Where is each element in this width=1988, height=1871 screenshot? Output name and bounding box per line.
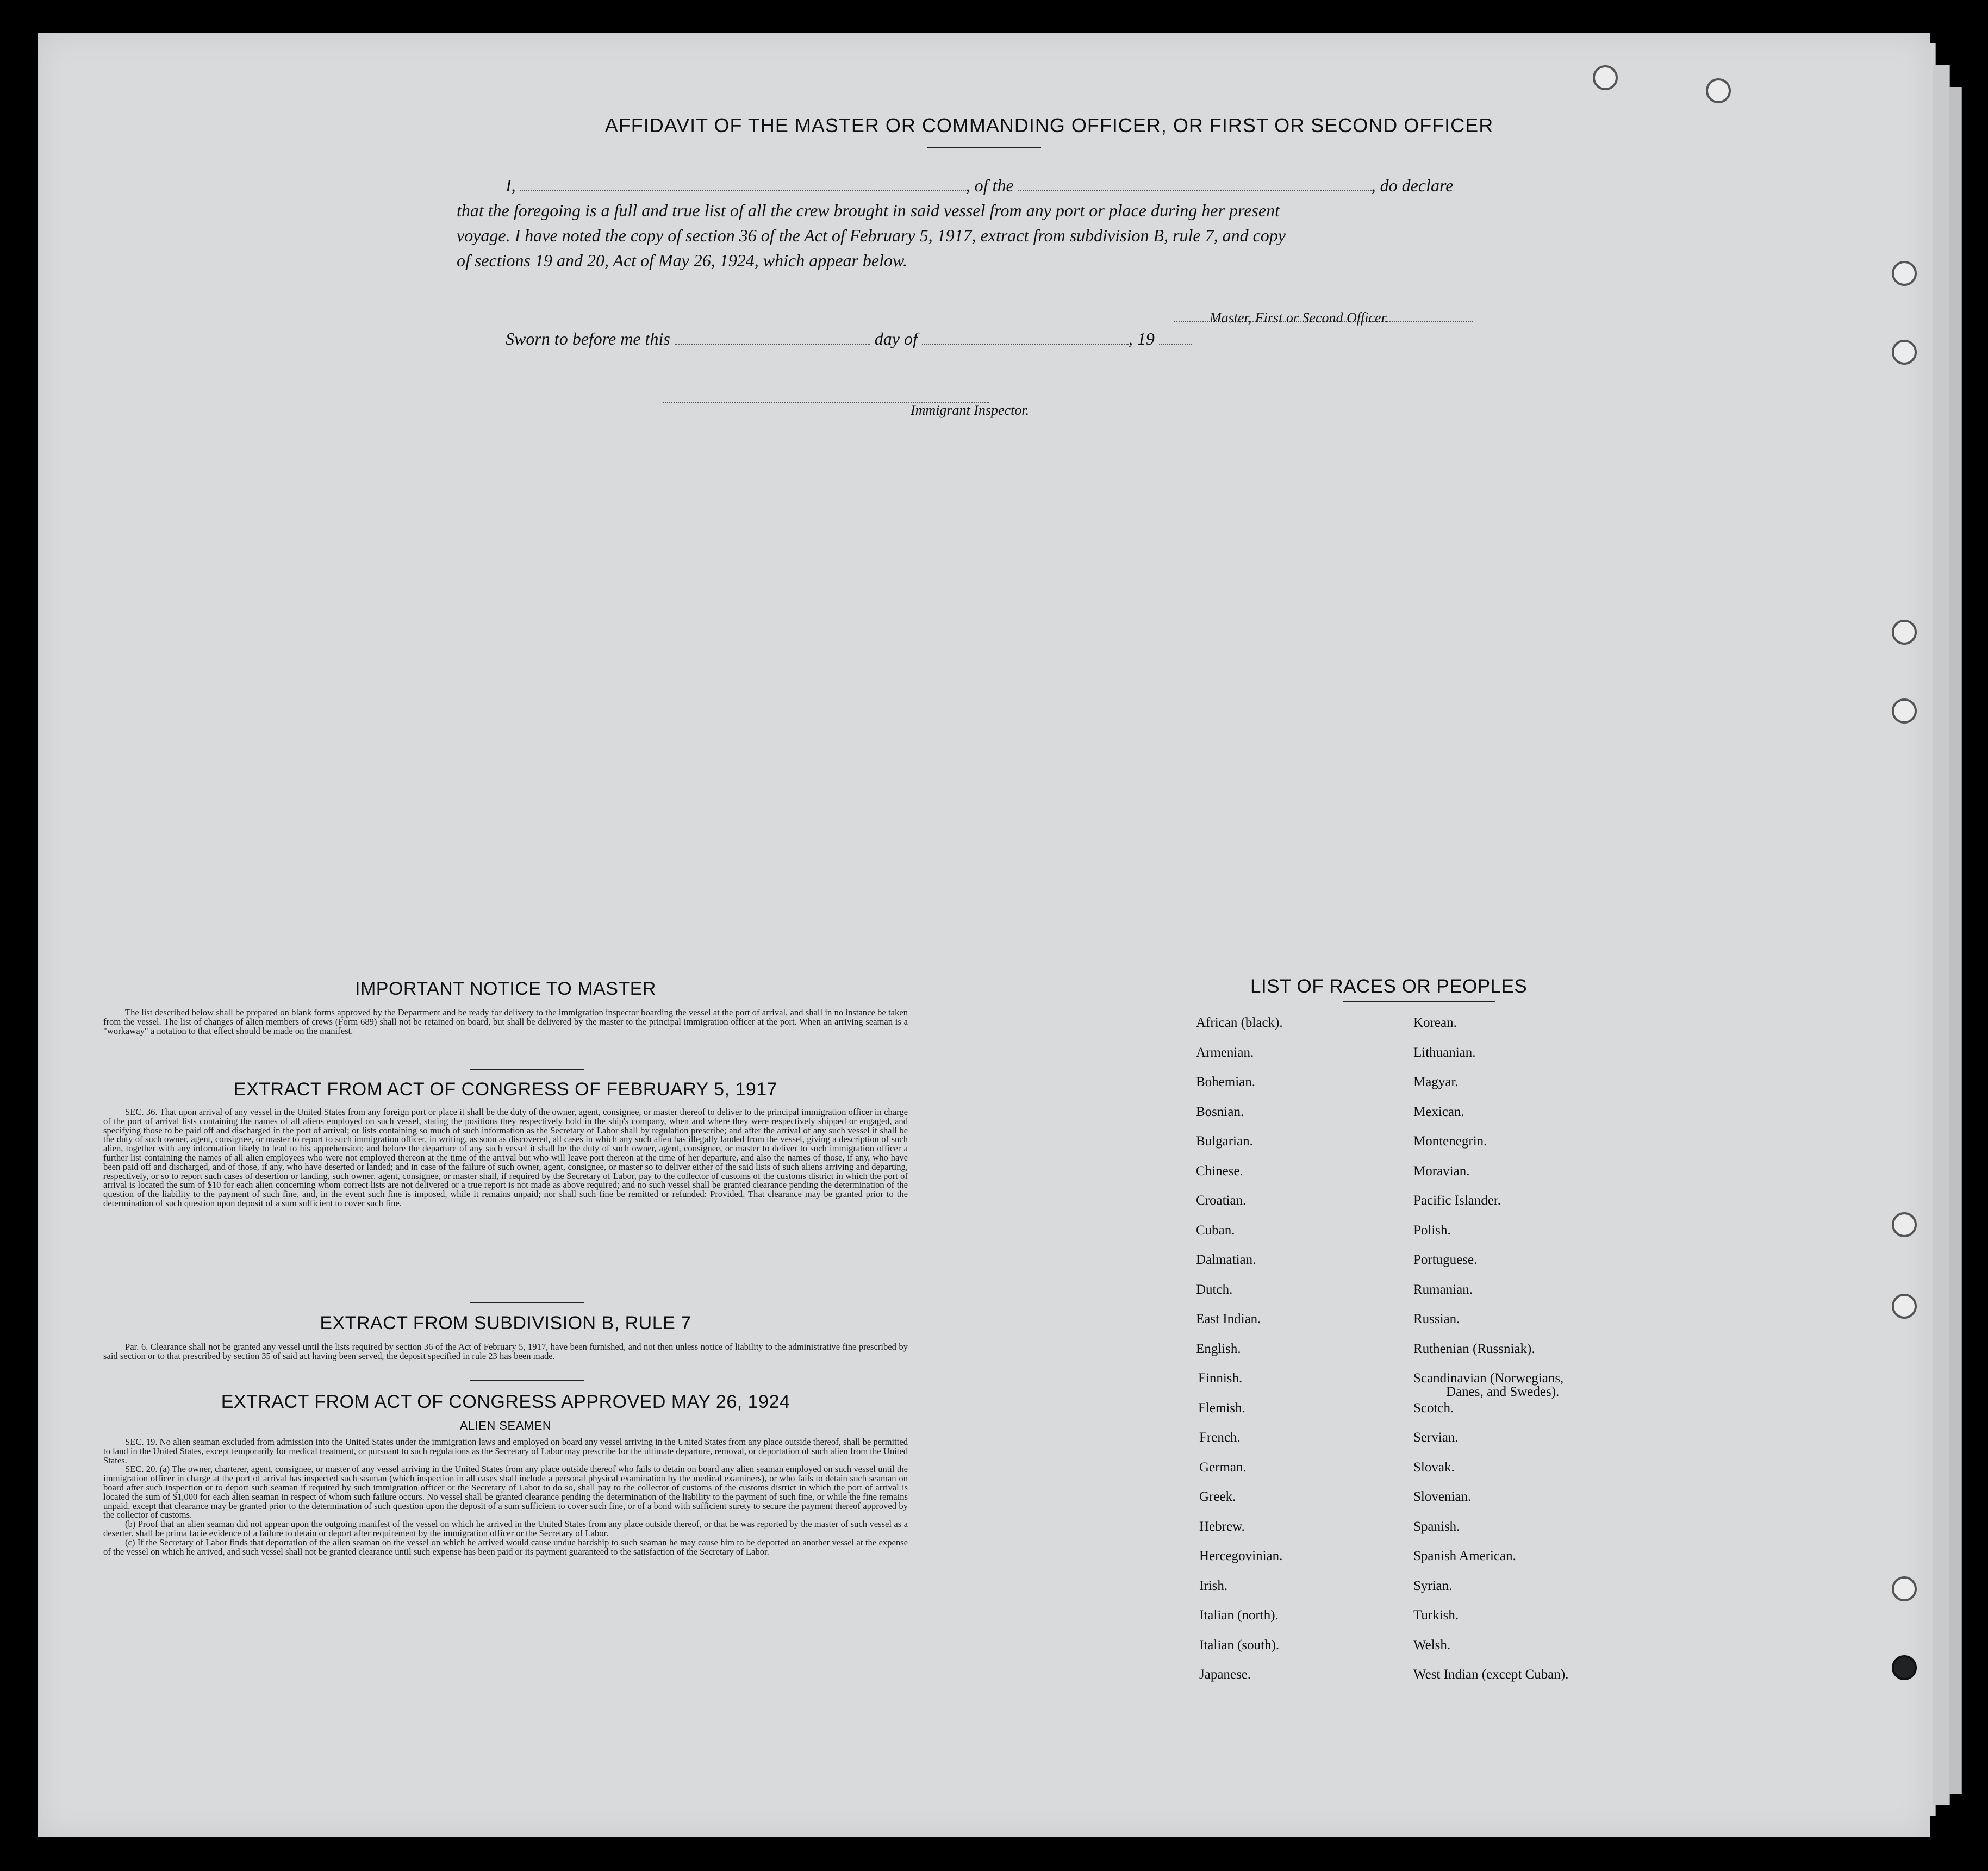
race-item: Russian.: [1413, 1312, 1460, 1326]
rule-7-title: EXTRACT FROM SUBDIVISION B, RULE 7: [320, 1313, 691, 1333]
day-of-text: day of: [874, 329, 918, 348]
race-item: Bulgarian.: [1196, 1134, 1253, 1149]
race-item: Turkish.: [1413, 1608, 1459, 1623]
punch-hole-icon: [1892, 1576, 1917, 1601]
sworn-year-field[interactable]: [1159, 327, 1192, 345]
notice-text: The list described below shall be prepared on blank forms approved by the Department and be ready for delivery to the immigration inspector boarding the vessel at the port of arrival, and shall in no instance be taken from the vessel. The list of changes of alien members of crews (Form 689) shall not be retained on board, but shall be delivered by the master to the principal immigration officer at the port. When an arriving seaman is a "workaway" a notation to that effect should be made on the manifest.: [103, 1007, 908, 1036]
rule-7-text: Par. 6. Clearance shall not be granted any vessel until the lists required by section 36 of the Act of February 5, 1917, have been furnished, and not then unless notice of liability to the administrative fine prescribed by said section or to that prescribed by section 35 of said act having been served, the deposit specified in rule 23 has been made.: [103, 1342, 908, 1361]
race-item: African (black).: [1196, 1015, 1283, 1030]
race-item: Croatian.: [1196, 1193, 1247, 1208]
race-item: Finnish.: [1198, 1371, 1243, 1386]
inspector-signature-field[interactable]: [663, 386, 989, 403]
race-item: Danes, and Swedes).: [1446, 1384, 1560, 1399]
affidavit-line-1: [506, 173, 1549, 198]
race-item: Welsh.: [1413, 1637, 1451, 1652]
race-item: Rumanian.: [1413, 1282, 1473, 1297]
race-item: Korean.: [1413, 1015, 1457, 1030]
race-item: Montenegrin.: [1413, 1134, 1487, 1149]
race-item: Scotch.: [1413, 1400, 1454, 1415]
race-item: Dutch.: [1196, 1282, 1233, 1297]
race-item: Spanish American.: [1413, 1549, 1516, 1563]
punch-hole-icon: [1892, 1655, 1917, 1680]
race-item: Magyar.: [1413, 1075, 1459, 1089]
punch-hole-icon: [1706, 78, 1731, 103]
race-item: German.: [1199, 1460, 1247, 1475]
punch-hole-icon: [1593, 65, 1618, 90]
race-item: Slovenian.: [1413, 1489, 1472, 1504]
affidavit-i: I,: [506, 176, 516, 195]
extract-1924-text: [103, 1438, 908, 1556]
vessel-blank-field[interactable]: [1018, 174, 1372, 191]
punch-hole-icon: [1892, 698, 1917, 724]
race-item: Hebrew.: [1199, 1519, 1245, 1534]
sec-20b-paragraph: (b) Proof that an alien seaman did not appear upon the outgoing manifest of the vessel on which he arrived in the United States from any place outside thereof, or that he was reported by the master of such vessel as a deserter, shall be prima facie evidence of a failure to detain or deport after requirement by the immigration officer or the Secretary of Labor.: [103, 1519, 908, 1538]
race-item: Dalmatian.: [1196, 1252, 1256, 1267]
affidavit-title: AFFIDAVIT OF THE MASTER OR COMMANDING OFFICER, OR FIRST OR SECOND OFFICER: [604, 114, 1494, 136]
extract-1917-title: EXTRACT FROM ACT OF CONGRESS OF FEBRUARY 5, 1917: [233, 1079, 778, 1100]
race-item: Bohemian.: [1196, 1075, 1256, 1089]
race-item: Syrian.: [1413, 1578, 1453, 1593]
race-item: Moravian.: [1413, 1163, 1470, 1178]
race-item: Italian (north).: [1199, 1608, 1279, 1623]
race-item: Italian (south).: [1199, 1637, 1280, 1652]
sworn-line: [506, 326, 1267, 351]
race-item: Armenian.: [1196, 1045, 1254, 1060]
sworn-month-field[interactable]: [922, 327, 1129, 345]
race-item: Flemish.: [1198, 1400, 1245, 1415]
divider: [927, 147, 1041, 148]
year-prefix: , 19: [1128, 329, 1155, 348]
affidavit-line-2: that the foregoing is a full and true list of all the crew brought in said vessel from any port or place during her present: [457, 201, 1280, 220]
punch-hole-icon: [1892, 261, 1917, 286]
extract-1924-title: EXTRACT FROM ACT OF CONGRESS APPROVED MAY 26, 1924: [221, 1392, 790, 1412]
race-item: Portuguese.: [1413, 1252, 1478, 1267]
race-item: Chinese.: [1196, 1163, 1243, 1178]
affidavit-line-4: of sections 19 and 20, Act of May 26, 1924, which appear below.: [457, 251, 907, 270]
race-item: Hercegovinian.: [1199, 1549, 1283, 1563]
affidavit-line-3: voyage. I have noted the copy of section 36 of the Act of February 5, 1917, extract from subdivision B, rule 7, and copy: [457, 226, 1286, 245]
race-item: Slovak.: [1413, 1460, 1455, 1475]
punch-hole-icon: [1892, 1212, 1917, 1237]
divider: [470, 1380, 584, 1381]
inspector-label: Immigrant Inspector.: [911, 402, 1030, 418]
notice-title: IMPORTANT NOTICE TO MASTER: [355, 978, 656, 999]
race-item: Lithuanian.: [1413, 1045, 1476, 1060]
affidavit-declare: , do declare: [1371, 176, 1454, 195]
races-title: LIST OF RACES OR PEOPLES: [1250, 976, 1528, 997]
divider: [1343, 1001, 1495, 1002]
extract-1924-subtitle: ALIEN SEAMEN: [459, 1419, 552, 1432]
stacked-page-edge: [1949, 87, 1962, 1794]
master-label: Master, First or Second Officer.: [1210, 310, 1389, 326]
race-item: Mexican.: [1413, 1104, 1464, 1119]
race-item: Spanish.: [1413, 1519, 1460, 1534]
race-item: Pacific Islander.: [1413, 1193, 1501, 1208]
race-item: Scandinavian (Norwegians,: [1413, 1371, 1564, 1386]
divider: [470, 1302, 584, 1303]
race-item: Japanese.: [1199, 1667, 1251, 1682]
sec-20a-paragraph: SEC. 20. (a) The owner, charterer, agent, consignee, or master of any vessel arriving in the United States from any place outside thereof who fails to detain on board any alien seaman employed on such vessel until the immigration officer in charge at the port of arrival has inspected such seaman (which inspection in all cases shall include a personal physical examination by the medical examiners), or who fails to detain such seaman on board after such inspection or to deport such seaman if required by such immigration officer or the Secretary of Labor to do so, shall pay to the collector of customs of the customs district in which the port of arrival is located the sum of $1,000 for each alien seaman in respect of whom such failure occurs. No vessel shall be granted clearance pending the determination of the liability to the payment of such fine, or while the fine remains unpaid, except that clearance may be granted prior to the determination of such question upon the deposit of a sum sufficient to cover such fine, or of a bond with sufficient surety to secure the payment thereof approved by the collector of customs.: [103, 1464, 908, 1520]
stacked-page-edge: [1933, 65, 1950, 1805]
punch-hole-icon: [1892, 1294, 1917, 1319]
punch-hole-icon: [1892, 620, 1917, 645]
race-item: English.: [1196, 1341, 1241, 1356]
punch-hole-icon: [1892, 340, 1917, 365]
document-page: [38, 33, 1930, 1837]
sec-19-paragraph: SEC. 19. No alien seaman excluded from admission into the United States under the immigration laws and employed on board any vessel arriving in the United States from any place outside thereof, shall be permitted to land in the United States, except temporarily for medical treatment, or pursuant to such regulations as the Secretary of Labor may prescribe for the ultimate departure, removal, or deportation of such alien from the United States.: [103, 1437, 908, 1465]
divider: [470, 1069, 584, 1070]
affidavit-of-the: , of the: [965, 176, 1014, 195]
extract-1917-text: SEC. 36. That upon arrival of any vessel in the United States from any foreign port or place it shall be the duty of the owner, agent, consignee, or master thereof to deliver to the principal immigration officer in charge of the port of arrival lists containing the names of all aliens employed on such vessel, stating the positions they respectively hold in the ship's company, when and where they were respectively shipped or engaged, and specifying those to be paid off and discharged in the port of arrival; or lists containing so much of such information as the Secretary of Labor shall by regulation prescribe; and after the arrival of any such vessel it shall be the duty of such owner, agent, consignee, or master to report to such immigration officer, in writing, as soon as discovered, all cases in which any such alien has illegally landed from the vessel, giving a description of such alien, together with any information likely to lead to his apprehension; and before the departure of any such vessel it shall be the duty of such owner, agent, consignee, or master to deliver to such immigration officer a further list containing the names of all alien employees who were not employed thereon at the time of the arrival but who will leave port thereon at the time of her departure, and also the names of those, if any, who have been paid off and discharged, and of those, if any, who have deserted or landed; and in case of the failure of such owner, agent, consignee, or master so to deliver either of the said lists of such aliens arriving and departing, respectively, or so to report such cases of desertion or landing, such owner, agent, consignee, or master shall, if required by the Secretary of Labor, pay to the collector of customs of the customs district in which the port of arrival is located the sum of $10 for each alien concerning whom correct lists are not delivered or a true report is not made as above required; and no such vessel shall be granted clearance pending the determination of the question of the liability to the payment of such fine, and, in the event such fine is imposed, while it remains unpaid; nor shall such fine be remitted or refunded: Provided, That clearance may be granted prior to the determination of such question upon deposit of a sum sufficient to cover such fine.: [103, 1107, 908, 1208]
race-item: Greek.: [1199, 1489, 1236, 1504]
race-item: East Indian.: [1196, 1312, 1261, 1326]
race-item: West Indian (except Cuban).: [1413, 1667, 1569, 1682]
race-item: Bosnian.: [1196, 1104, 1244, 1119]
race-item: Cuban.: [1196, 1223, 1235, 1238]
sworn-day-field[interactable]: [675, 327, 870, 345]
race-item: Ruthenian (Russniak).: [1413, 1341, 1535, 1356]
race-item: French.: [1199, 1430, 1241, 1445]
name-blank-field[interactable]: [520, 174, 966, 191]
race-item: Polish.: [1413, 1223, 1451, 1238]
sec-20c-paragraph: (c) If the Secretary of Labor finds that deportation of the alien seaman on the vessel on which he arrived would cause undue hardship to such seaman he may cause him to be deported on another vessel at the expense of the vessel on which he arrived, and such vessel shall not be granted clearance until such expense has been paid or its payment guaranteed to the satisfaction of the Secretary of Labor.: [103, 1537, 908, 1557]
sworn-text: Sworn to before me this: [506, 329, 670, 348]
race-item: Servian.: [1413, 1430, 1459, 1445]
race-item: Irish.: [1199, 1578, 1228, 1593]
